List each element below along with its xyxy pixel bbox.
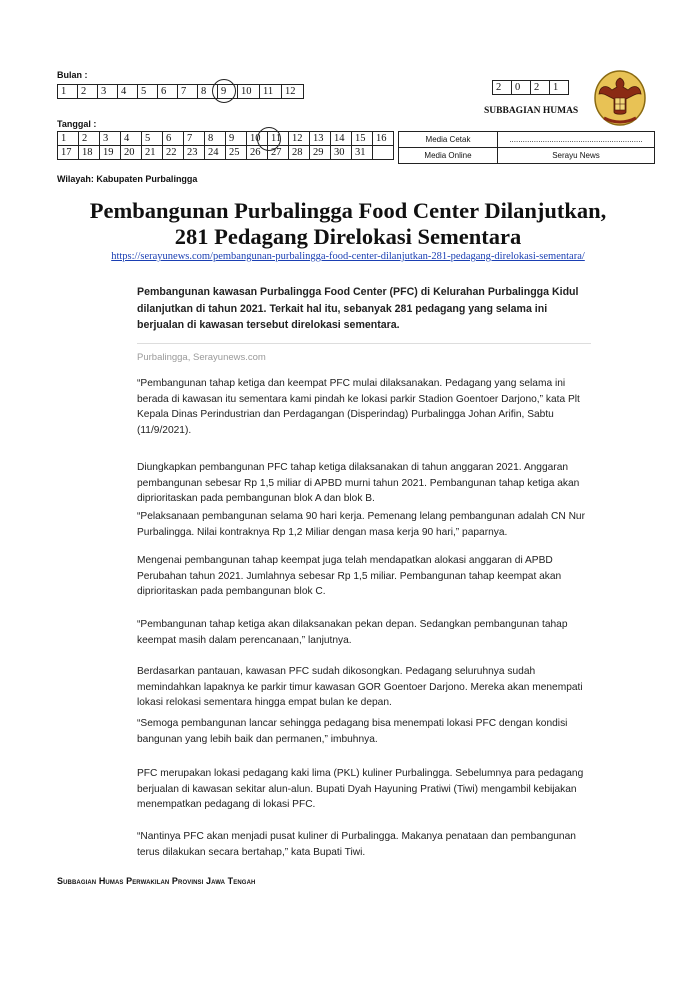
paragraph-line: Perubahan tahun 2021. Jumlahnya sebesar Rp 1,5 miliar. Pembangunan tahap keempat akan	[137, 570, 562, 582]
article-title	[40, 198, 656, 250]
article-dateline: Purbalingga, Serayunews.com	[137, 352, 266, 363]
grid-cell: 13	[310, 132, 331, 146]
paragraph-line: bangunan yang lebih baik dan permanen,” imbuhnya.	[137, 733, 378, 745]
grid-cell: 2	[78, 85, 98, 99]
article-url-link[interactable]: https://serayunews.com/pembangunan-purbalingga-food-center-dilanjutkan-281-pedagang-direlokasi-sementara/	[111, 251, 585, 262]
paragraph-line: “Nantinya PFC akan menjadi pusat kuliner di Purbalingga. Makanya penataan dan pembangunan	[137, 831, 576, 842]
grid-cell: 3	[100, 132, 121, 146]
paragraph-line: pembangunan sebesar Rp 1,5 miliar di APBD murni tahun 2021. Pembangunan tahap ketiga akan	[137, 477, 580, 489]
paragraph-line: menempatkan pedagang di lokasi PFC.	[137, 799, 316, 811]
lead-line: Pembangunan kawasan Purbalingga Food Center (PFC) di Kelurahan Purbalingga Kidul	[137, 286, 579, 298]
paragraph-line: lokasi relokasi sementara hingga empat bulan ke depan.	[137, 697, 392, 709]
grid-cell: 1	[58, 132, 79, 146]
grid-cell: 19	[100, 146, 121, 160]
lead-divider	[137, 343, 591, 344]
article-lead	[137, 284, 607, 334]
paragraph-line: “Pelaksanaan pembangunan selama 90 hari kerja. Pemenang lelang pembangunan adalah CN Nur	[137, 511, 585, 522]
selected-grid-cell: 9	[218, 85, 238, 99]
paragraph-line: PFC merupakan lokasi pedagang kaki lima (PKL) kuliner Purbalingga. Sebelumnya para pedagang	[137, 768, 584, 779]
media-cetak-value: ............................................................	[498, 132, 655, 148]
paragraph-line: (11/9/2021).	[137, 424, 192, 436]
grid-cell: 31	[352, 146, 373, 160]
month-grid	[57, 84, 304, 99]
paragraph-line: Mengenai pembangunan tahap keempat juga telah mendapatkan alokasi anggaran di APBD	[137, 555, 553, 566]
grid-cell: 5	[138, 85, 158, 99]
grid-cell: 4	[121, 132, 142, 146]
paragraph-line: berjualan di kawasan sekitar alun-alun. Bupati Dyah Hayuning Pratiwi (Tiwi) mengambil kebijakan	[137, 783, 577, 795]
grid-cell: 7	[178, 85, 198, 99]
grid-cell	[373, 146, 394, 160]
org-name: SUBBAGIAN HUMAS	[484, 106, 579, 116]
article-paragraph	[137, 376, 597, 438]
grid-cell: 11	[260, 85, 282, 99]
grid-cell: 2	[79, 132, 100, 146]
article-paragraph	[137, 553, 597, 600]
grid-cell: 1	[58, 85, 78, 99]
media-online-value: Serayu News	[498, 148, 655, 164]
grid-cell: 6	[163, 132, 184, 146]
grid-cell: 10	[247, 132, 268, 146]
grid-cell: 20	[121, 146, 142, 160]
paragraph-line: “Semoga pembangunan lancar sehingga pedagang bisa menempati lokasi PFC dengan kondisi	[137, 718, 568, 729]
paragraph-line: “Pembangunan tahap ketiga akan dilaksanakan pekan depan. Sedangkan pembangunan tahap	[137, 619, 568, 630]
grid-cell: 17	[58, 146, 79, 160]
grid-cell: 26	[247, 146, 268, 160]
article-paragraph	[137, 829, 597, 860]
paragraph-line: diprioritaskan pada pembangunan blok C.	[137, 586, 326, 598]
grid-cell: 2	[493, 81, 512, 95]
grid-cell: 21	[142, 146, 163, 160]
tanggal-label: Tanggal :	[57, 119, 97, 129]
article-title-line-1: Pembangunan Purbalingga Food Center Dilanjutkan,	[89, 198, 607, 223]
grid-cell: 23	[184, 146, 205, 160]
garuda-logo-icon	[592, 68, 648, 132]
media-table	[398, 131, 655, 164]
article-paragraph	[137, 460, 597, 507]
grid-cell: 10	[238, 85, 260, 99]
grid-cell: 24	[205, 146, 226, 160]
grid-cell: 6	[158, 85, 178, 99]
grid-cell: 2	[531, 81, 550, 95]
article-paragraph	[137, 766, 597, 813]
grid-cell: 3	[98, 85, 118, 99]
paragraph-line: keempat masih dalam perencanaan,” lanjutnya.	[137, 634, 352, 646]
grid-cell: 12	[289, 132, 310, 146]
paragraph-line: Berdasarkan pantauan, kawasan PFC sudah dikosongkan. Pedagang seluruhnya sudah	[137, 666, 536, 677]
lead-line: berjualan di kawasan tersebut direlokasi sementara.	[137, 319, 400, 331]
grid-cell: 15	[352, 132, 373, 146]
selected-grid-cell: 11	[268, 132, 289, 146]
article-title-line-2: 281 Pedagang Direlokasi Sementara	[174, 224, 522, 249]
paragraph-line: diprioritaskan pada pembangunan blok A dan blok B.	[137, 493, 375, 505]
grid-cell: 14	[331, 132, 352, 146]
grid-cell: 9	[226, 132, 247, 146]
grid-cell: 7	[184, 132, 205, 146]
grid-cell: 18	[79, 146, 100, 160]
grid-cell: 0	[512, 81, 531, 95]
wilayah-label: Wilayah: Kabupaten Purbalingga	[57, 174, 198, 184]
article-paragraph	[137, 509, 597, 540]
grid-cell: 8	[205, 132, 226, 146]
paragraph-line: Diungkapkan pembangunan PFC tahap ketiga dilaksanakan di tahun anggaran 2021. Anggaran	[137, 462, 569, 473]
paragraph-line: Kepala Dinas Perindustrian dan Perdagangan (Disperindag) Purbalingga Johan Arifin, Sabtu	[137, 409, 554, 421]
article-paragraph	[137, 716, 597, 747]
selected-month-circle	[212, 79, 236, 103]
paragraph-line: terus dilakukan secara bertahap,” kata Bupati Tiwi.	[137, 846, 366, 858]
grid-cell: 4	[118, 85, 138, 99]
grid-cell: 25	[226, 146, 247, 160]
grid-cell: 28	[289, 146, 310, 160]
lead-line: dilanjutkan di tahun 2021. Terkait hal itu, sebanyak 281 pedagang yang selama ini	[137, 302, 548, 315]
paragraph-line: berada di kawasan itu sementara kami pindah ke lokasi parkir Stadion Goentoer Darjono,” kata Plt	[137, 393, 580, 405]
grid-cell: 29	[310, 146, 331, 160]
media-online-label: Media Online	[399, 148, 498, 164]
year-grid	[492, 80, 569, 95]
grid-cell: 27	[268, 146, 289, 160]
grid-cell: 22	[163, 146, 184, 160]
grid-cell: 30	[331, 146, 352, 160]
grid-cell: 5	[142, 132, 163, 146]
article-paragraph	[137, 664, 597, 711]
date-grid	[57, 131, 394, 160]
article-paragraph	[137, 617, 597, 648]
media-cetak-label: Media Cetak	[399, 132, 498, 148]
grid-cell: 1	[550, 81, 569, 95]
grid-cell: 12	[282, 85, 304, 99]
selected-date-circle	[257, 127, 281, 151]
grid-cell: 16	[373, 132, 394, 146]
page-footer: Subbagian Humas Perwakilan Provinsi Jawa Tengah	[57, 876, 256, 886]
grid-cell: 8	[198, 85, 218, 99]
paragraph-line: Purbalingga. Nilai kontraknya Rp 1,2 Miliar dengan masa kerja 90 hari,” paparnya.	[137, 526, 508, 538]
paragraph-line: memindahkan lapaknya ke parkir timur kawasan GOR Goentoer Darjono. Mereka akan menempati	[137, 681, 583, 693]
bulan-label: Bulan :	[57, 70, 88, 80]
paragraph-line: “Pembangunan tahap ketiga dan keempat PFC mulai dilaksanakan. Pedagang yang selama ini	[137, 378, 566, 389]
